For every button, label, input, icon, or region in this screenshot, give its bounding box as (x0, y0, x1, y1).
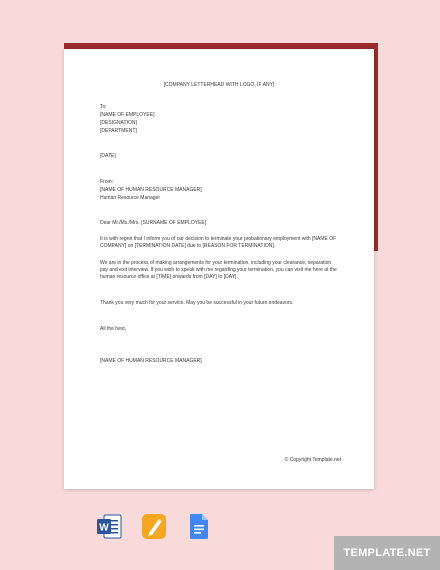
recipient-designation: [DESIGNATION] (100, 120, 137, 126)
copyright-notice: © Copyright Template.net (284, 457, 341, 463)
letter-date: [DATE] (100, 153, 116, 159)
from-label: From: (100, 179, 114, 185)
to-label: To: (100, 104, 107, 110)
brand-label: TEMPLATE.NET (343, 547, 431, 559)
microsoft-word-icon[interactable] (96, 513, 122, 540)
sender-name: [NAME OF HUMAN RESOURCE MANAGER] (100, 187, 202, 193)
paragraph-arrangements: We are in the process of making arrangements for your termination, including your clearance, separation pay and exit interview. If you wish to speak with me regarding your termination, you can visit me here at the human resource office at [TIME] onwards from [DAY] to [DAY]. (100, 260, 337, 280)
svg-text:W: W (99, 522, 109, 534)
sender-title: Human Resource Manager (100, 195, 161, 201)
closing: All the best, (100, 326, 127, 332)
letterhead-placeholder: [COMPANY LETTERHEAD WITH LOGO, IF ANY] (163, 82, 275, 88)
recipient-name: [NAME OF EMPLOYEE] (100, 112, 155, 118)
paragraph-termination-notice: It is with regret that I inform you of our decision to terminate your probationary employment with [NAME OF COMPANY] on [TERMINATION DATE] due to [REASON FOR TERMINATION]. (100, 236, 337, 249)
signature-name: [NAME OF HUMAN RESOURCE MANAGER] (100, 358, 202, 364)
recipient-department: [DEPARTMENT] (100, 128, 137, 134)
salutation: Dear Mr./Ms./Mrs. [SURNAME OF EMPLOYEE] (100, 220, 207, 226)
template-net-logo[interactable] (334, 536, 440, 570)
app-icons (96, 513, 212, 540)
apple-pages-icon[interactable] (141, 513, 167, 540)
paragraph-thanks: Thank you very much for your service. May you be successful in your future endeavors. (100, 300, 294, 306)
google-docs-icon[interactable] (186, 513, 212, 540)
letter-document (64, 49, 374, 489)
